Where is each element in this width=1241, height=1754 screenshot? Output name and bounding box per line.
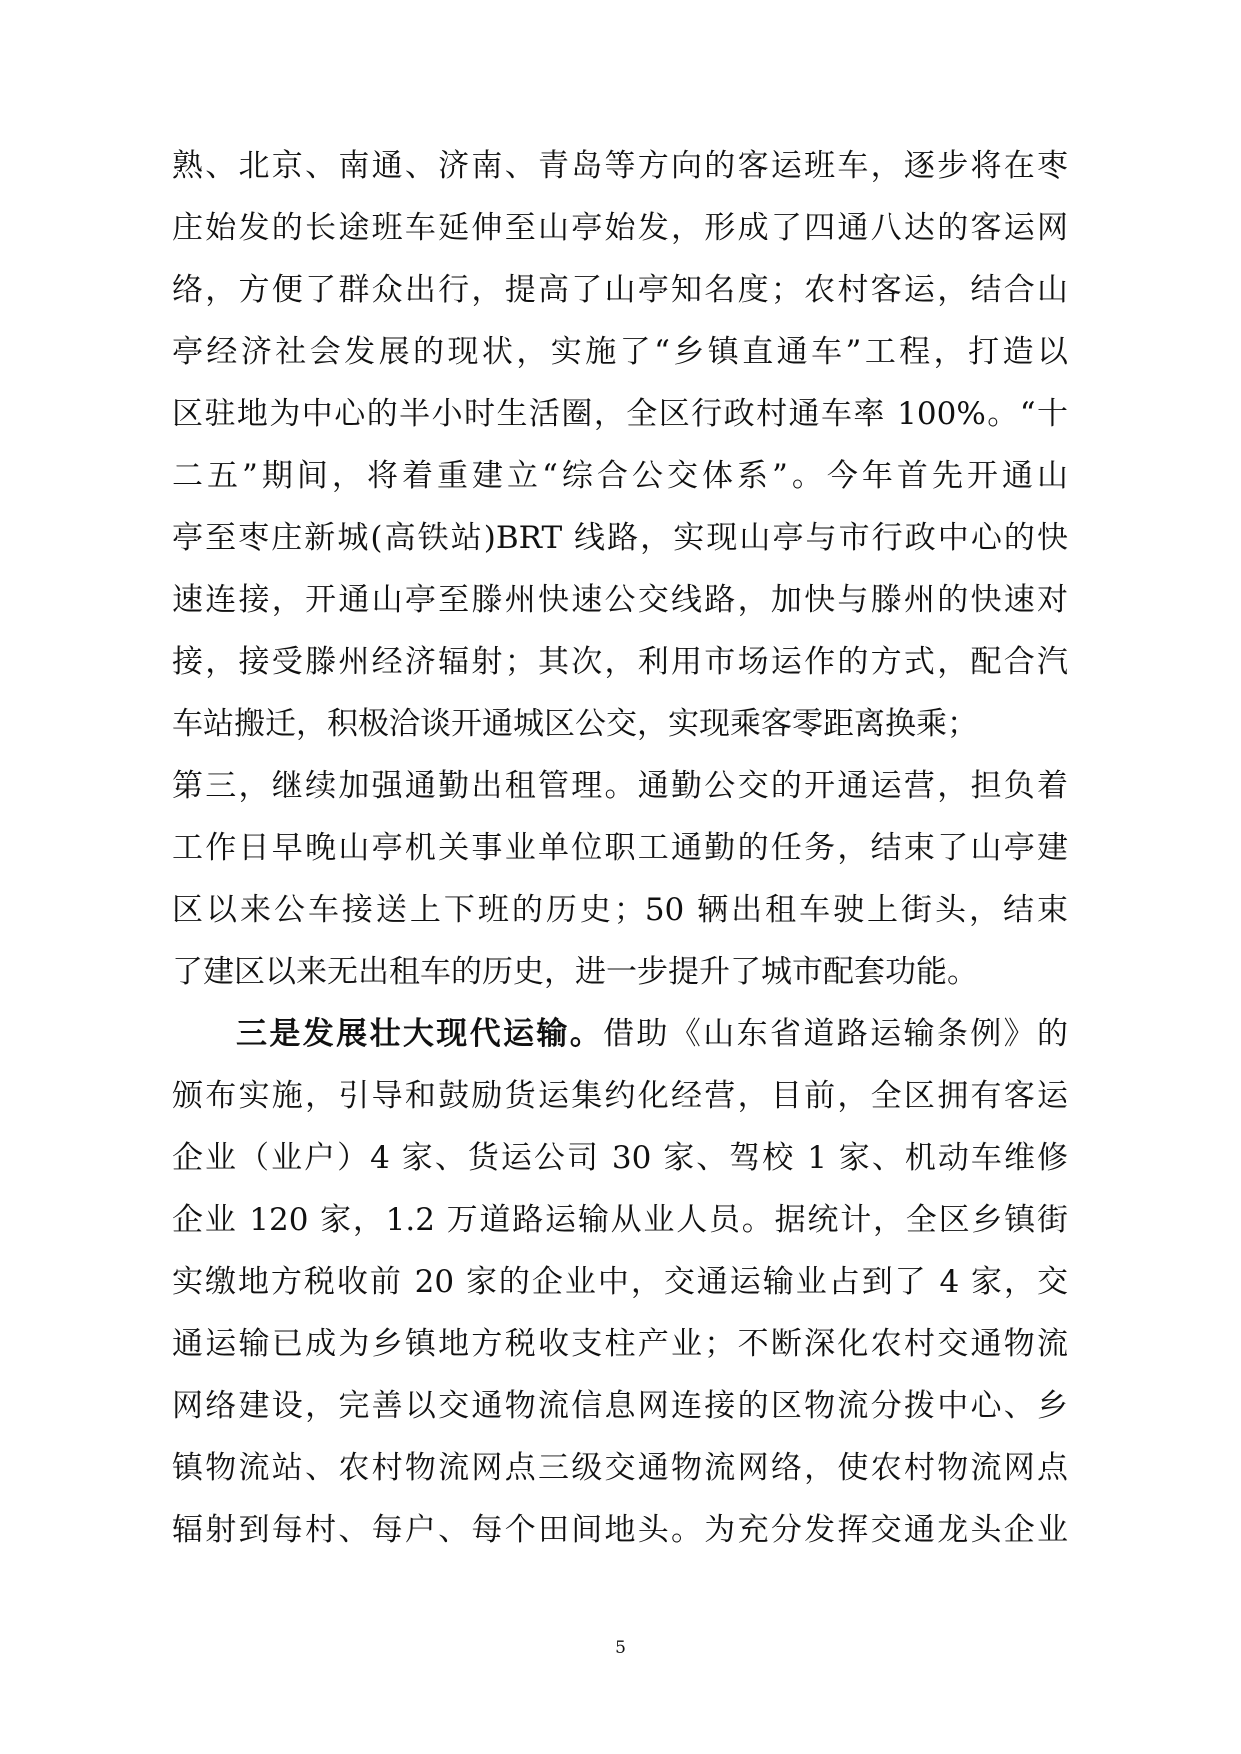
paragraph-line: 二五”期间，将着重建立“综合公交体系”。今年首先开通山 — [172, 458, 1068, 494]
section-lead-heading: 三是发展壮大现代运输。 — [236, 1016, 604, 1052]
paragraph-first-line — [236, 1003, 1068, 1065]
paragraph-line: 第三，继续加强通勤出租管理。通勤公交的开通运营，担负着 — [172, 768, 1068, 804]
paragraph-line: 实缴地方税收前 20 家的企业中，交通运输业占到了 4 家，交 — [172, 1264, 1068, 1300]
paragraph-line: 颁布实施，引导和鼓励货运集约化经营，目前，全区拥有客运 — [172, 1078, 1068, 1114]
paragraph-line: 企业 120 家，1.2 万道路运输从业人员。据统计，全区乡镇街 — [172, 1202, 1068, 1238]
paragraph-line: 庄始发的长途班车延伸至山亭始发，形成了四通八达的客运网 — [172, 210, 1068, 246]
paragraph-line: 接，接受滕州经济辐射；其次，利用市场运作的方式，配合汽 — [172, 644, 1068, 680]
paragraph-line: 镇物流站、农村物流网点三级交通物流网络，使农村物流网点 — [172, 1450, 1068, 1486]
page-number: 5 — [615, 1638, 626, 1658]
paragraph-line: 工作日早晚山亭机关事业单位职工通勤的任务，结束了山亭建 — [172, 830, 1068, 866]
paragraph-line: 辐射到每村、每户、每个田间地头。为充分发挥交通龙头企业 — [172, 1512, 1068, 1548]
paragraph-line: 通运输已成为乡镇地方税收支柱产业；不断深化农村交通物流 — [172, 1326, 1068, 1362]
paragraph-line-rest: 借助《山东省道路运输条例》的 — [603, 1016, 1068, 1052]
paragraph-line: 车站搬迁，积极洽谈开通城区公交，实现乘客零距离换乘； — [172, 706, 978, 742]
paragraph-line: 了建区以来无出租车的历史，进一步提升了城市配套功能。 — [172, 954, 978, 990]
paragraph-line: 网络建设，完善以交通物流信息网连接的区物流分拨中心、乡 — [172, 1388, 1068, 1424]
paragraph-line: 亭至枣庄新城(高铁站)BRT 线路，实现山亭与市行政中心的快 — [172, 520, 1068, 556]
paragraph-line: 亭经济社会发展的现状，实施了“乡镇直通车”工程，打造以 — [172, 334, 1068, 370]
paragraph-line: 络，方便了群众出行，提高了山亭知名度；农村客运，结合山 — [172, 272, 1068, 308]
paragraph-line: 区驻地为中心的半小时生活圈，全区行政村通车率 100%。“十 — [172, 396, 1068, 432]
paragraph-line: 熟、北京、南通、济南、青岛等方向的客运班车，逐步将在枣 — [172, 148, 1068, 184]
paragraph-line: 速连接，开通山亭至滕州快速公交线路，加快与滕州的快速对 — [172, 582, 1068, 618]
paragraph-line: 企业（业户）4 家、货运公司 30 家、驾校 1 家、机动车维修 — [172, 1140, 1068, 1176]
paragraph-line: 区以来公车接送上下班的历史；50 辆出租车驶上街头，结束 — [172, 892, 1068, 928]
